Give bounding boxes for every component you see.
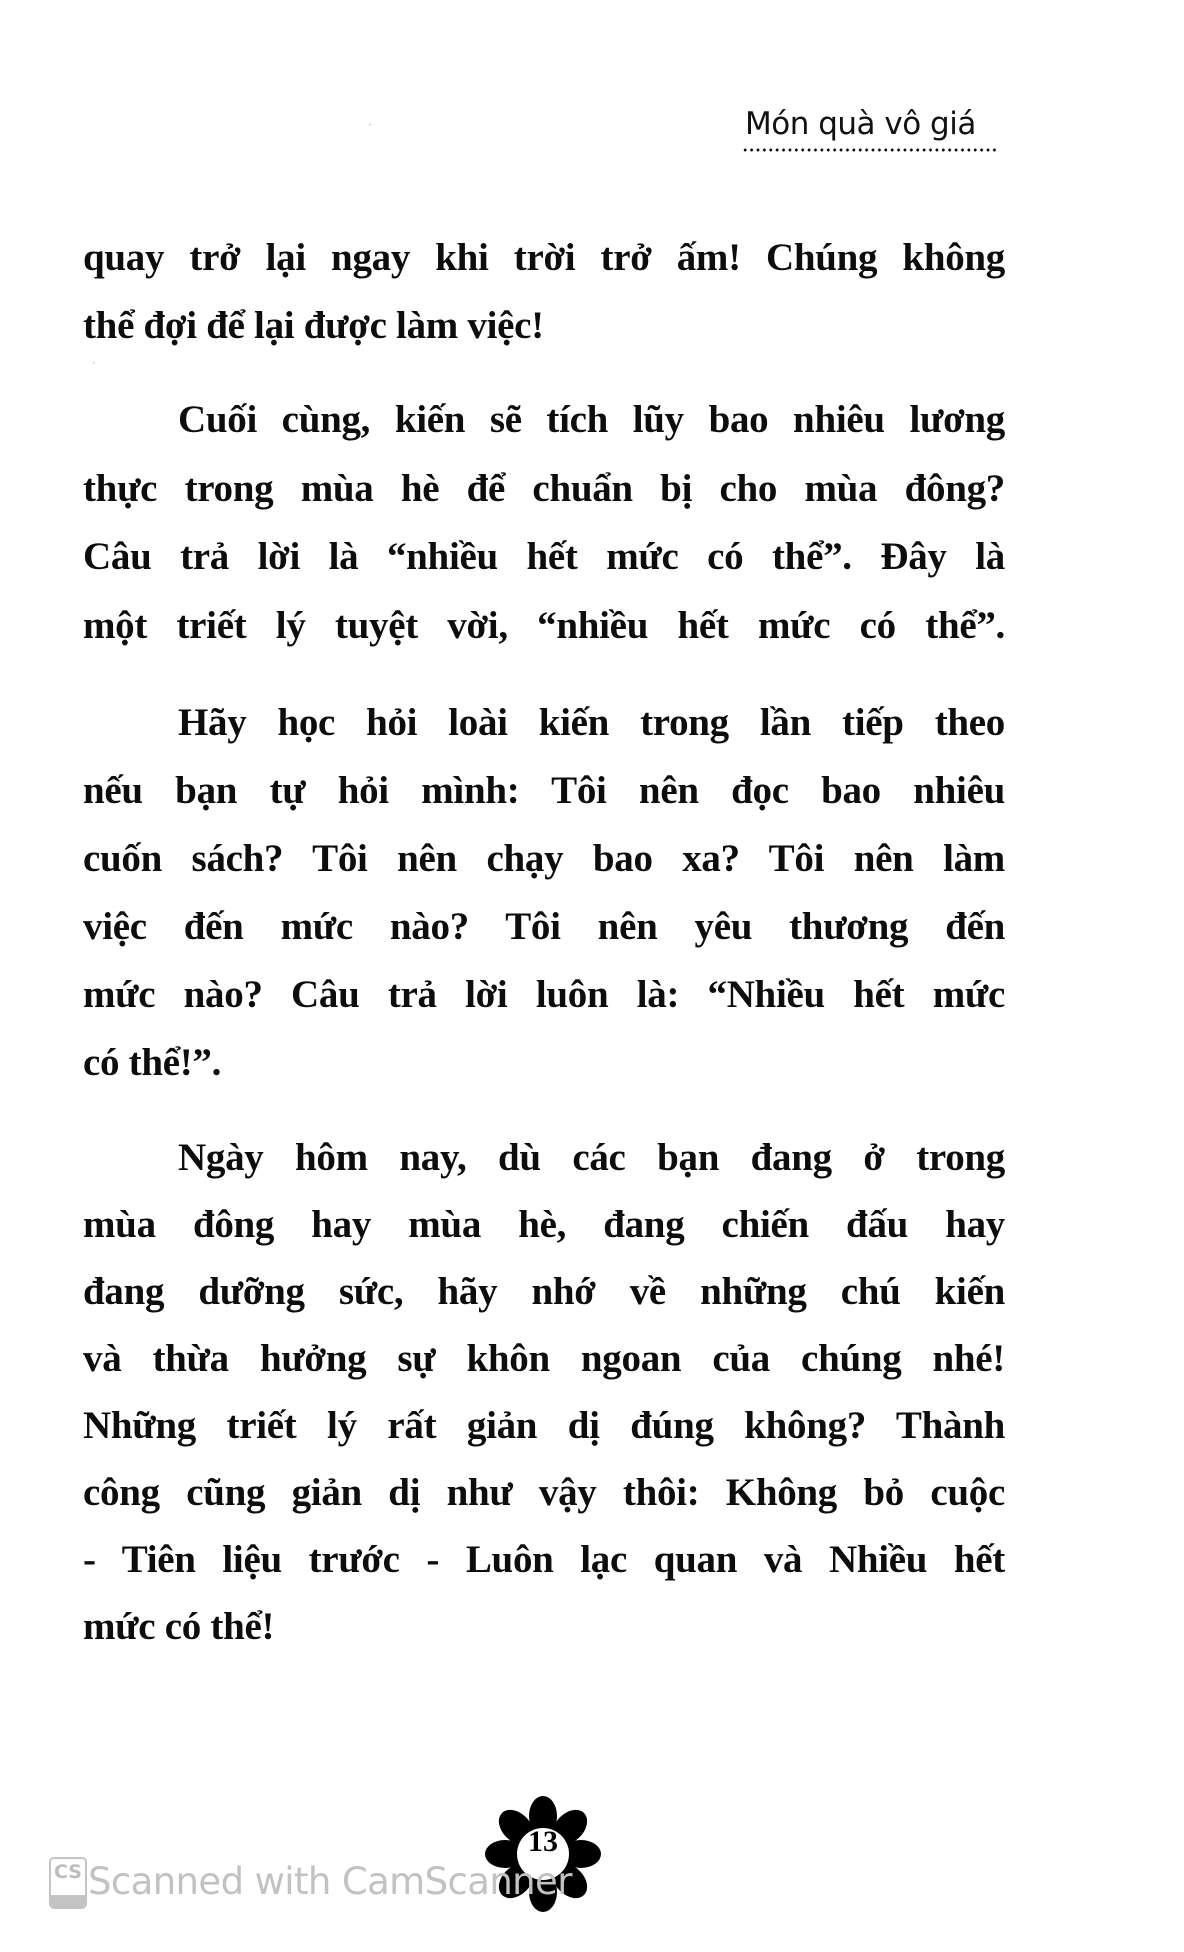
text-line: Ngày hôm nay, dù các bạn đang ở trong [178, 1136, 1005, 1179]
text-line: công cũng giản dị như vậy thôi: Không bỏ cuộc [83, 1471, 1005, 1514]
text-line: thể đợi để lại được làm việc! [83, 304, 544, 347]
running-header-title: Món quà vô giá [745, 106, 976, 142]
dotted-underline [742, 148, 998, 152]
text-line: thực trong mùa hè để chuẩn bị cho mùa đông? [83, 467, 1005, 510]
text-line: - Tiên liệu trước - Luôn lạc quan và Nhiều hết [83, 1538, 1005, 1581]
text-line: có thể!”. [83, 1041, 222, 1084]
text-line: một triết lý tuyệt vời, “nhiều hết mức có thể”. [83, 604, 1005, 647]
text-line: mức nào? Câu trả lời luôn là: “Nhiều hết mức [83, 973, 1005, 1016]
scan-speck: · [368, 118, 372, 132]
camscanner-watermark: Scanned with CamScanner [88, 1860, 572, 1903]
text-line: Cuối cùng, kiến sẽ tích lũy bao nhiêu lương [178, 398, 1005, 441]
text-line: nếu bạn tự hỏi mình: Tôi nên đọc bao nhiêu [83, 769, 1005, 812]
camscanner-logo-text: CS [54, 1861, 82, 1883]
page-number: 13 [528, 1825, 558, 1858]
text-line: Câu trả lời là “nhiều hết mức có thể”. Đây là [83, 535, 1005, 578]
text-line: quay trở lại ngay khi trời trở ấm! Chúng không [83, 236, 1005, 279]
text-line: Hãy học hỏi loài kiến trong lần tiếp theo [178, 701, 1005, 744]
camscanner-logo-bar [51, 1895, 85, 1907]
text-line: việc đến mức nào? Tôi nên yêu thương đến [83, 905, 1005, 948]
text-line: cuốn sách? Tôi nên chạy bao xa? Tôi nên làm [83, 837, 1005, 880]
scan-speck: · [92, 356, 96, 370]
text-line: đang dưỡng sức, hãy nhớ về những chú kiến [83, 1270, 1005, 1313]
text-line: Những triết lý rất giản dị đúng không? Thành [83, 1404, 1005, 1447]
text-line: mức có thể! [83, 1605, 275, 1648]
text-line: mùa đông hay mùa hè, đang chiến đấu hay [83, 1203, 1005, 1246]
text-line: và thừa hưởng sự khôn ngoan của chúng nhé! [83, 1337, 1005, 1380]
camscanner-logo-icon [49, 1857, 87, 1909]
